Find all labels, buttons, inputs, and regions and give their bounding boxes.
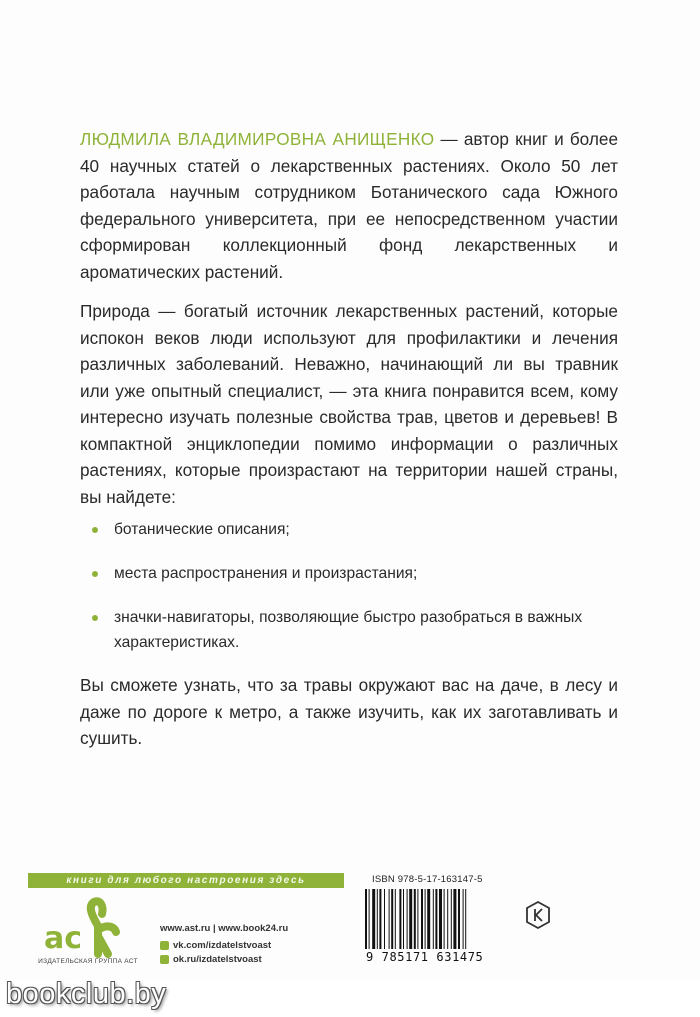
vk-icon <box>160 941 169 950</box>
logo-caption: ИЗДАТЕЛЬСКАЯ ГРУППА АСТ <box>38 958 138 965</box>
isbn: ISBN 978-5-17-163147-5 <box>372 874 483 885</box>
svg-text:ac: ac <box>44 921 83 956</box>
website-links[interactable]: www.ast.ru | www.book24.ru <box>160 923 289 934</box>
tagline-banner: книги для любого настроения здесь <box>28 873 344 888</box>
ok-icon <box>160 955 169 964</box>
watermark-text: bookclub.by <box>6 978 167 1010</box>
vk-link-text: vk.com/izdatelstvoast <box>173 940 272 951</box>
closing-paragraph <box>80 672 618 752</box>
list-item: места распространения и произрастания; <box>92 561 592 586</box>
barcode-digits: 9 785171 631475 <box>366 950 484 964</box>
ok-link-text: ok.ru/izdatelstvoast <box>173 954 262 965</box>
publisher-k-icon <box>524 900 552 930</box>
author-bio-text: — автор книг и более 40 научных статей о лекарственных растениях. Около 50 лет работала научным сотрудником Ботанического сада Южного федерального университета, при ее непосредственном участии сформирован коллекционный фонд лекарственных и ароматических растений. <box>80 129 618 282</box>
author-bio <box>80 126 618 285</box>
barcode-icon <box>363 889 491 951</box>
features-list <box>92 517 592 655</box>
list-item: значки-навигаторы, позволяющие быстро разобраться в важных характеристиках. <box>92 605 592 655</box>
list-item: ботанические описания; <box>92 517 592 542</box>
author-name: ЛЮДМИЛА ВЛАДИМИРОВНА АНИЩЕНКО <box>80 129 435 149</box>
closing-text: Вы сможете узнать, что за травы окружают вас на даче, в лесу и даже по дороге к метро, а также изучить, как их заготавливать и сушить. <box>80 675 618 748</box>
book-description <box>80 298 618 510</box>
vk-link[interactable] <box>160 940 271 951</box>
description-text: Природа — богатый источник лекарственных растений, которые испокон веков люди используют для профилактики и лечения различных заболеваний. Неважно, начинающий ли вы травник или уже опытный специалист, — эта книга понравится всем, кому интересно изучать полезные свойства трав, цветов и деревьев! В компактной энциклопедии помимо информации о различных растениях, которые произрастают на территории нашей страны, вы найдете: <box>80 301 618 507</box>
ok-link[interactable] <box>160 954 262 965</box>
watermark <box>0 980 700 1017</box>
